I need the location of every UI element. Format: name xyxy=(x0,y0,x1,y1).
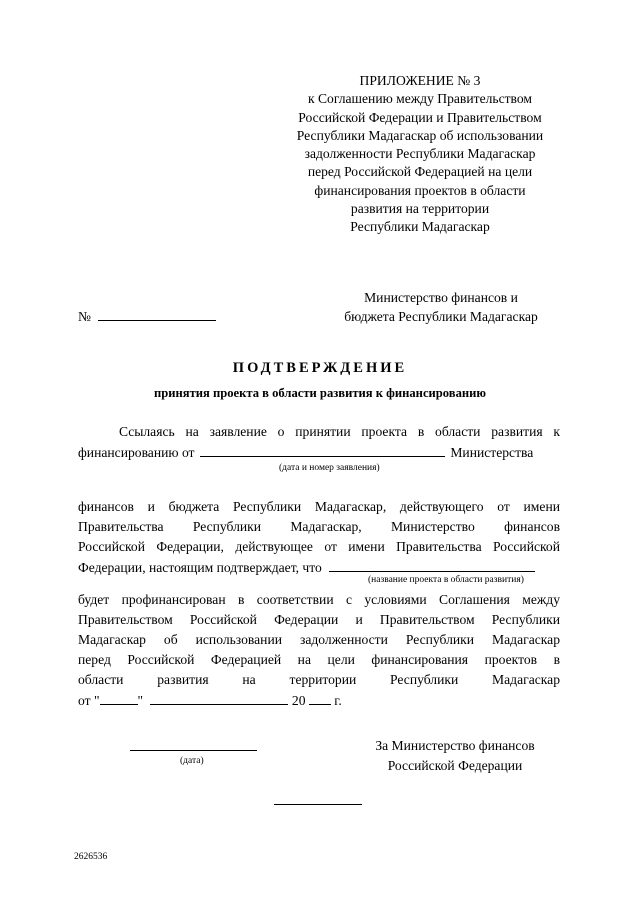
application-date-blank xyxy=(200,442,445,457)
appendix-block xyxy=(285,72,555,237)
paragraph-1 xyxy=(78,422,560,463)
signature-blank xyxy=(274,804,362,805)
appendix-line: перед Российской Федерацией на цели xyxy=(307,164,533,180)
body-text: Федерации, настоящим подтверждает, что xyxy=(78,560,322,575)
body-text: Министерства xyxy=(450,445,534,460)
body-text: 20 xyxy=(291,693,306,708)
appendix-line: развития на территории xyxy=(350,201,490,217)
addressee-line: Министерство финансов и xyxy=(364,290,518,305)
signature-line: Российской Федерации xyxy=(387,757,523,773)
caption-date: (дата) xyxy=(180,756,204,766)
appendix-line: финансирования проектов в области xyxy=(314,182,526,198)
body-line-date xyxy=(78,442,560,463)
project-name-blank xyxy=(329,557,535,572)
body-text: " xyxy=(137,693,144,708)
appendix-line: Республики Мадагаскар об использовании xyxy=(296,127,544,143)
number-label: № xyxy=(78,309,91,324)
body-line: Российской Федерации, действующее от имени Правительства Российской xyxy=(78,539,560,554)
body-line-date-field xyxy=(78,690,560,711)
caption-date-number: (дата и номер заявления) xyxy=(279,463,380,473)
document-subtitle: принятия проекта в области развития к финансированию xyxy=(153,386,487,400)
paragraph-2 xyxy=(78,497,560,578)
body-text: от " xyxy=(78,693,100,708)
document-number xyxy=(78,306,216,325)
body-line: Правительством Российской Федерации и Правительством Республики xyxy=(78,612,560,627)
body-line: Мадагаскар об использовании задолженности Республики Мадагаскар xyxy=(78,632,560,647)
caption-project: (название проекта в области развития) xyxy=(368,575,524,585)
signature-block xyxy=(350,736,560,775)
body-line: области развития на территории Республики Мадагаскар xyxy=(78,672,560,687)
appendix-line: Российской Федерации и Правительством xyxy=(298,109,542,125)
year-blank xyxy=(309,690,331,705)
signature-line: За Министерство финансов xyxy=(375,738,535,753)
appendix-line: задолженности Республики Мадагаскар xyxy=(304,146,536,162)
document-id: 2626536 xyxy=(74,852,108,862)
appendix-line: Республики Мадагаскар xyxy=(350,219,490,235)
day-blank xyxy=(100,690,138,705)
body-text: финансированию от xyxy=(78,445,195,460)
month-blank xyxy=(150,690,288,705)
body-line: будет профинансирован в соответствии с условиями Соглашения между xyxy=(78,592,560,607)
body-line: Ссылаясь на заявление о принятии проекта в области развития к xyxy=(119,424,560,439)
date-signature-line xyxy=(130,750,257,751)
addressee-block xyxy=(330,288,552,326)
body-text: г. xyxy=(334,693,342,708)
body-line: Правительства Республики Мадагаскар, Министерство финансов xyxy=(78,519,560,534)
body-line: финансов и бюджета Республики Мадагаскар, действующего от имени xyxy=(78,499,560,514)
appendix-line: к Соглашению между Правительством xyxy=(307,91,533,107)
document-title: ПОДТВЕРЖДЕНИЕ xyxy=(232,360,408,376)
number-blank xyxy=(98,306,216,321)
appendix-title: ПРИЛОЖЕНИЕ № 3 xyxy=(359,73,481,88)
body-line: перед Российской Федерацией на цели финансирования проектов в xyxy=(78,652,560,667)
addressee-line: бюджета Республики Мадагаскар xyxy=(344,309,538,324)
paragraph-3 xyxy=(78,590,560,711)
